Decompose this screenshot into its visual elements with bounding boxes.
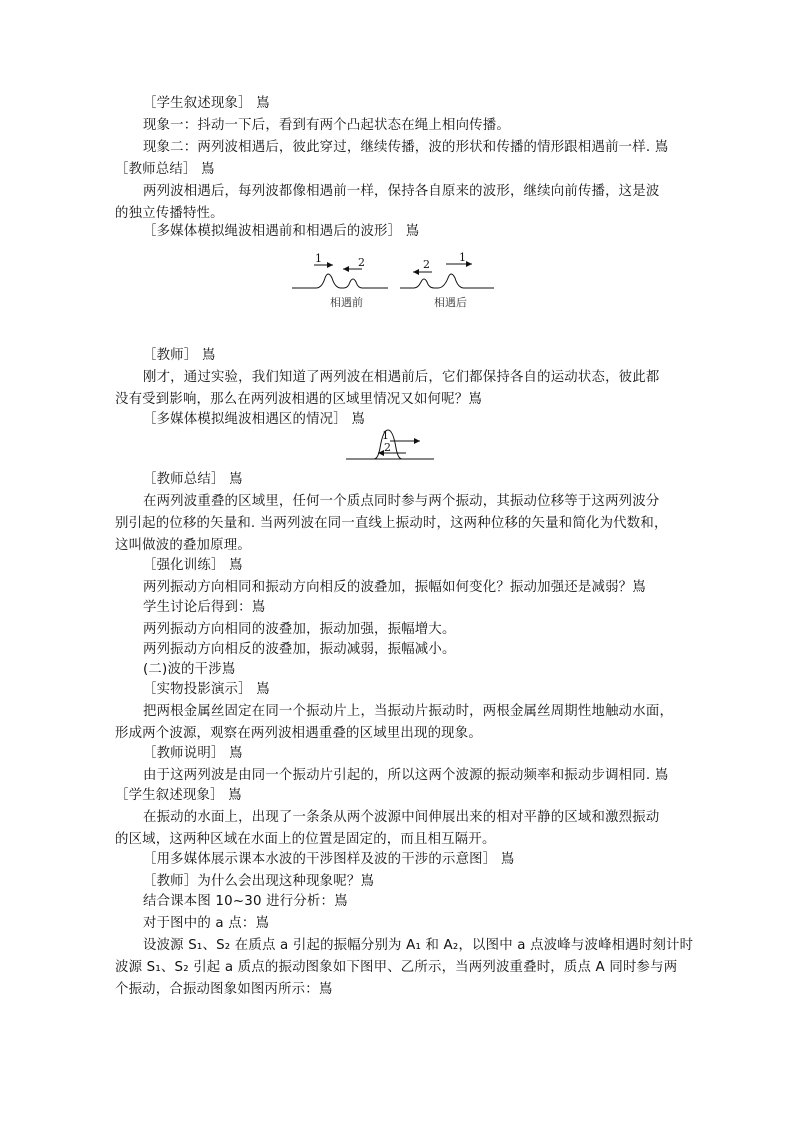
text-line: 设波源 S₁、S₂ 在质点 a 引起的振幅分别为 A₁ 和 A₂，以图中 a 点波峰与波峰相遇时刻计时	[143, 938, 694, 953]
rope-wave-overlap-figure	[344, 426, 436, 466]
text-line: 刚才，通过实验，我们知道了两列波在相遇前后，它们都保持各自的运动状态，彼此都	[143, 370, 660, 385]
text-line: 现象一：抖动一下后，看到有两个凸起状态在绳上相向传播。	[143, 118, 510, 133]
text-line: 两列振动方向相同和振动方向相反的波叠加，振幅如何变化？振动加强还是减弱？嶌	[143, 580, 646, 595]
text-line: 的区域，这两种区域在水面上的位置是固定的，而且相互隔开。	[115, 832, 496, 847]
rope-wave-before-after-figure	[288, 250, 508, 312]
text-line: 形成两个波源，观察在两列波相遇重叠的区域里出现的现象。	[115, 726, 482, 741]
text-line: 波源 S₁、S₂ 引起 a 质点的振动图象如下图甲、乙所示，当两列波重叠时，质点 A 同时参与两	[115, 960, 678, 975]
text-line: 结合课本图 10~30 进行分析：嶌	[143, 894, 348, 909]
before-meeting-label: 相遇前	[330, 296, 363, 309]
text-line: 这叫做波的叠加原理。	[115, 538, 251, 553]
text-line: 学生讨论后得到：嶌	[143, 600, 266, 615]
text-line: ［强化训练］ 嶌	[143, 558, 243, 573]
text-line: 现象二：两列波相遇后，彼此穿过，继续传播，波的形状和传播的情形跟相遇前一样. 嶌	[143, 140, 669, 155]
text-line: ［教师总结］ 嶌	[143, 472, 243, 487]
text-line: 没有受到影响，那么在两列波相遇的区域里情况又如何呢？嶌	[115, 392, 482, 407]
text-line: 两列波相遇后，每列波都像相遇前一样，保持各自原来的波形，继续向前传播，这是波	[143, 184, 660, 199]
text-line: 的独立传播特性。	[115, 206, 224, 221]
after-meeting-label: 相遇后	[434, 296, 467, 309]
text-line: ［多媒体模拟绳波相遇前和相遇后的波形］ 嶌	[143, 224, 420, 239]
wave-1-label: 1	[315, 252, 322, 265]
text-line: ［多媒体模拟绳波相遇区的情况］ 嶌	[143, 412, 365, 427]
wave-1-label: 1	[459, 251, 466, 264]
text-line: ［学生叙述现象］ 嶌	[115, 788, 242, 803]
wave-2-label: 2	[384, 441, 391, 454]
section-heading: (二)波的干涉嶌	[143, 662, 236, 677]
text-line: ［教师］ 嶌	[143, 348, 216, 363]
text-line: 在两列波重叠的区域里，任何一个质点同时参与两个振动，其振动位移等于这两列波分	[143, 494, 660, 509]
text-line: ［实物投影演示］ 嶌	[143, 682, 270, 697]
text-line: 别引起的位移的矢量和. 当两列波在同一直线上振动时，这两种位移的矢量和简化为代数和，	[115, 516, 668, 531]
wave-1-label: 1	[382, 429, 389, 442]
text-line: ［学生叙述现象］ 嶌	[143, 96, 270, 111]
text-line: 个振动，合振动图象如图丙所示：嶌	[115, 982, 333, 997]
text-line: ［教师］为什么会出现这种现象呢？嶌	[143, 874, 375, 889]
wave-2-label: 2	[358, 256, 365, 269]
text-line: 对于图中的 a 点：嶌	[143, 916, 270, 931]
wave-2-label: 2	[423, 258, 430, 271]
text-line: 把两根金属丝固定在同一个振动片上，当振动片振动时，两根金属丝周期性地触动水面，	[143, 704, 674, 719]
text-line: ［用多媒体展示课本水波的干涉图样及波的干涉的示意图］ 嶌	[143, 852, 515, 867]
text-line: ［教师说明］ 嶌	[143, 746, 243, 761]
text-line: 在振动的水面上，出现了一条条从两个波源中间伸展出来的相对平静的区域和激烈振动	[143, 810, 660, 825]
text-line: 两列振动方向相同的波叠加，振动加强，振幅增大。	[143, 622, 456, 637]
text-line: 由于这两列波是由同一个振动片引起的，所以这两个波源的振动频率和振动步调相同. 嶌	[143, 768, 669, 783]
text-line: ［教师总结］ 嶌	[115, 162, 215, 177]
text-line: 两列振动方向相反的波叠加，振动减弱，振幅减小。	[143, 642, 456, 657]
